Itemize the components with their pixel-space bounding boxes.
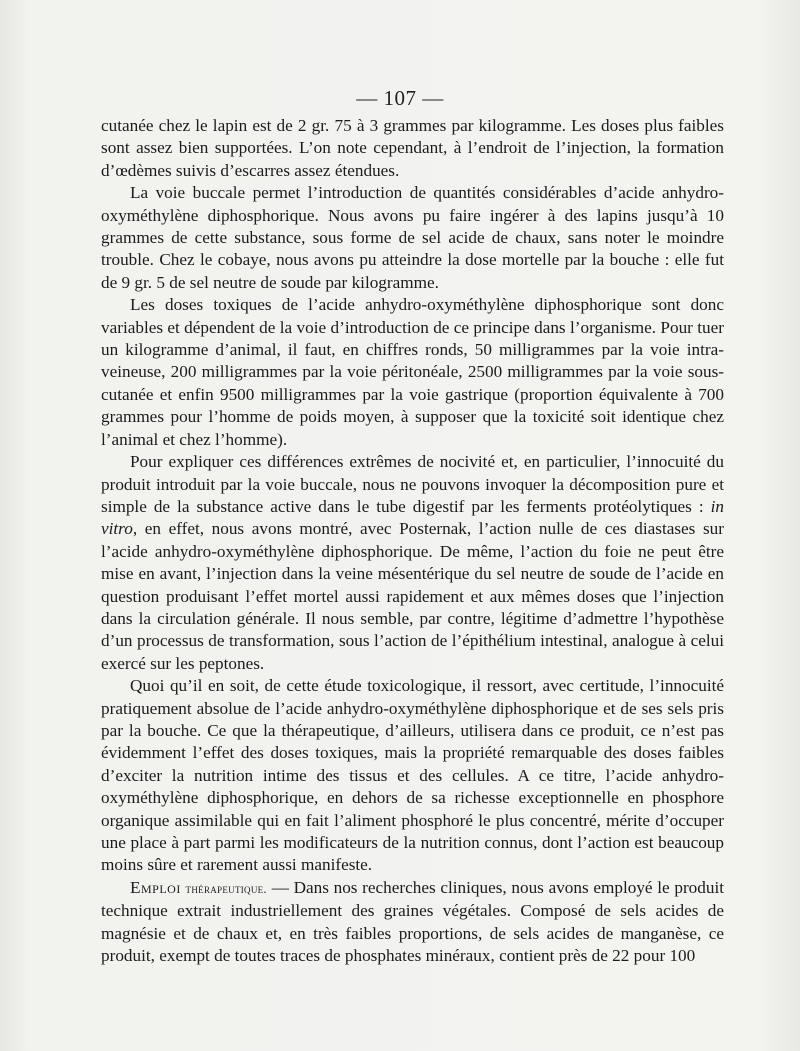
section-therapeutic-use xyxy=(101,877,724,968)
paragraph-continuation: cutanée chez le lapin est de 2 gr. 75 à 3 grammes par kilogramme. Les doses plus faibles sont assez bien supportées. L’on note cependant, à l’endroit de l’injection, la formation d’œdèmes suivis d’escarres assez étendues. xyxy=(101,116,724,180)
paragraph-oral-route: La voie buccale permet l’introduction de quantités considérables d’acide anhydro-oxyméthylène diphosphorique. Nous avons pu faire ingérer à des lapins jusqu’à 10 grammes de cette substance, sous forme de sel acide de chaux, sans noter le moindre trouble. Chez le cobaye, nous avons pu atteindre la dose mortelle par la bouche : elle fut de 9 gr. 5 de sel neutre de soude par kilogramme. xyxy=(101,183,724,292)
in-vitro-emphasis: in vitro xyxy=(101,496,724,539)
paragraph-explanation xyxy=(101,451,724,675)
explanation-text-start: Pour expliquer ces différences extrêmes de nocivité et, en particulier, l’innocuité du produit introduit par la voie buccale, nous ne pouvons invoquer la décomposition pure et simple de la substance active dans le tube digestif par les ferments protéolytiques : xyxy=(101,452,724,516)
page-number: — 107 — xyxy=(356,86,444,110)
explanation-text-end: , en effet, nous avons montré, avec Posternak, l’action nulle de ces diastases sur l’acide anhydro-oxyméthylène diphosphorique. De même, l’action du foie ne peut être mise en avant, l’injection dans la veine mésentérique du sel neutre de soude de l’acide en question produisant l’effet mortel aussi rapidement et aux mêmes doses que l’injection dans la circulation générale. Il nous semble, par contre, légitime d’admettre l’hypothèse d’un processus de transformation, sous l’action de l’épithélium intestinal, analogue à celui exercé sur les peptones. xyxy=(101,519,724,673)
section-heading-second-word: thérapeutique. xyxy=(185,880,267,896)
body-text xyxy=(101,115,724,967)
section-text: — Dans nos recherches cliniques, nous avons employé le produit technique extrait industriellement des graines végétales. Composé de sels acides de magnésie et de chaux et, en très faibles proportions, de sels acides de manganèse, ce produit, exempt de toutes traces de phosphates minéraux, contient près de 22 pour 100 xyxy=(101,877,724,966)
paragraph-conclusion: Quoi qu’il en soit, de cette étude toxicologique, il ressort, avec certitude, l’innocuité pratiquement absolue de l’acide anhydro-oxyméthylène diphosphorique et de ses sels pris par la bouche. Ce que la thérapeutique, d’ailleurs, utilisera dans ce produit, ce n’est pas évidemment l’effet des doses toxiques, mais la propriété remarquable des doses faibles d’exciter la nutrition intime des tissus et des cellules. A ce titre, l’acide anhydro-oxyméthylène diphosphorique, en dehors de sa richesse exceptionnelle en phosphore organique assimilable qui en fait l’aliment phosphoré le plus concentré, mérite d’occuper une place à part parmi les modificateurs de la nutrition connus, dont l’action est beaucoup moins sûre et rarement aussi manifeste. xyxy=(101,676,724,875)
paragraph-toxic-doses: Les doses toxiques de l’acide anhydro-oxyméthylène diphosphorique sont donc variables et dépendent de la voie d’introduction de ce principe dans l’organisme. Pour tuer un kilogramme d’animal, il faut, en chiffres ronds, 50 milligrammes par la voie intra-veineuse, 200 milligrammes par la voie péritonéale, 2500 milligrammes par la voie sous-cutanée et enfin 9500 milligrammes par la voie gastrique (proportion équivalente à 700 grammes pour l’homme de poids moyen, à supposer que la toxicité soit identique chez l’animal et chez l’homme). xyxy=(101,295,724,449)
section-heading-first-word: Emploi xyxy=(130,877,181,897)
